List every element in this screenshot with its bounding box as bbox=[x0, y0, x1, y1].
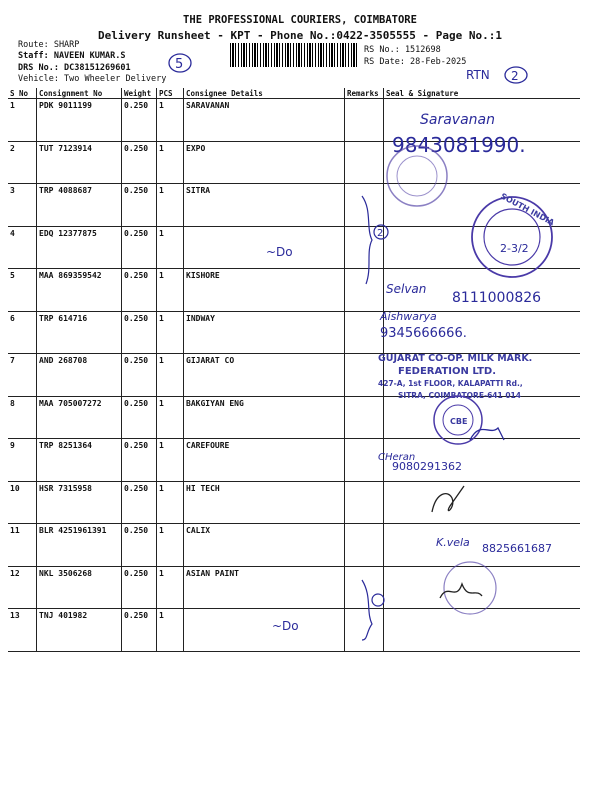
table-row bbox=[8, 141, 580, 184]
col-weight: Weight bbox=[122, 88, 157, 99]
row-consignment-no: TRP 8251364 bbox=[37, 439, 122, 482]
gujarat-stamp-line4: SITRA, COIMBATORE-641 014 bbox=[398, 391, 521, 400]
row-sno: 3 bbox=[8, 184, 37, 227]
row-weight: 0.250 bbox=[122, 481, 157, 524]
row-remarks bbox=[345, 396, 384, 439]
row-pcs: 1 bbox=[157, 396, 184, 439]
row-remarks bbox=[345, 184, 384, 227]
row-seal-signature bbox=[384, 184, 581, 227]
row-consignment-no: AND 268708 bbox=[37, 354, 122, 397]
row-remarks bbox=[345, 226, 384, 269]
row6-phone: 9345666666. bbox=[380, 326, 467, 341]
row-pcs: 1 bbox=[157, 311, 184, 354]
ditto-mark: ~Do bbox=[266, 245, 293, 259]
col-remarks: Remarks bbox=[345, 88, 384, 99]
circle-mark bbox=[505, 67, 527, 83]
table-row bbox=[8, 184, 580, 227]
row-weight: 0.250 bbox=[122, 311, 157, 354]
table-row bbox=[8, 524, 580, 567]
row-weight: 0.250 bbox=[122, 354, 157, 397]
row-consignee: INDWAY bbox=[184, 311, 345, 354]
row-consignment-no: TNJ 401982 bbox=[37, 609, 122, 652]
row-consignee: CALIX bbox=[184, 524, 345, 567]
row-consignee bbox=[184, 226, 345, 269]
row-sno: 2 bbox=[8, 141, 37, 184]
row-pcs: 1 bbox=[157, 524, 184, 567]
row-weight: 0.250 bbox=[122, 99, 157, 142]
row-weight: 0.250 bbox=[122, 269, 157, 312]
gujarat-stamp-line1: GUJARAT CO-OP. MILK MARK. bbox=[378, 353, 533, 364]
row-sno: 13 bbox=[8, 609, 37, 652]
row1-phone: 9843081990. bbox=[392, 133, 526, 157]
row-seal-signature bbox=[384, 566, 581, 609]
row-consignment-no: BLR 4251961391 bbox=[37, 524, 122, 567]
row-remarks bbox=[345, 609, 384, 652]
table-row bbox=[8, 439, 580, 482]
rtn-circled-number: 2 bbox=[511, 69, 519, 83]
row-sno: 4 bbox=[8, 226, 37, 269]
row-seal-signature bbox=[384, 141, 581, 184]
row-consignee: BAKGIYAN ENG bbox=[184, 396, 345, 439]
row-consignment-no: TRP 4088687 bbox=[37, 184, 122, 227]
row-pcs: 1 bbox=[157, 609, 184, 652]
table-row bbox=[8, 609, 580, 652]
row-pcs: 1 bbox=[157, 354, 184, 397]
table-row bbox=[8, 269, 580, 312]
barcode bbox=[230, 43, 358, 67]
row-weight: 0.250 bbox=[122, 396, 157, 439]
drs-number: DRS No.: DC38151269601 bbox=[18, 63, 131, 73]
rs-number: RS No.: 1512698 bbox=[364, 45, 441, 55]
row-consignee: HI TECH bbox=[184, 481, 345, 524]
row-consignment-no: MAA 705007272 bbox=[37, 396, 122, 439]
table-header-row bbox=[8, 88, 580, 99]
table-row bbox=[8, 481, 580, 524]
row-consignment-no: PDK 9011199 bbox=[37, 99, 122, 142]
row-sno: 9 bbox=[8, 439, 37, 482]
table-body bbox=[8, 99, 580, 652]
row-pcs: 1 bbox=[157, 226, 184, 269]
row5-phone: 8111000826 bbox=[452, 290, 542, 306]
row-consignment-no: HSR 7315958 bbox=[37, 481, 122, 524]
row-consignee: GIJARAT CO bbox=[184, 354, 345, 397]
row-weight: 0.250 bbox=[122, 609, 157, 652]
col-consignee: Consignee Details bbox=[184, 88, 345, 99]
row11-signature: K.vela bbox=[436, 536, 470, 549]
document-subtitle: Delivery Runsheet - KPT - Phone No.:0422-3505555 - Page No.:1 bbox=[98, 29, 502, 42]
row-pcs: 1 bbox=[157, 269, 184, 312]
rs-date: RS Date: 28-Feb-2025 bbox=[364, 57, 467, 67]
row-remarks bbox=[345, 481, 384, 524]
circled-five: 5 bbox=[175, 57, 184, 72]
row-consignee: CAREFOURE bbox=[184, 439, 345, 482]
col-consignment: Consignment No bbox=[37, 88, 122, 99]
row-seal-signature bbox=[384, 354, 581, 397]
row-pcs: 1 bbox=[157, 439, 184, 482]
row-seal-signature bbox=[384, 524, 581, 567]
row-weight: 0.250 bbox=[122, 184, 157, 227]
row-consignee: EXPO bbox=[184, 141, 345, 184]
row-remarks bbox=[345, 439, 384, 482]
row-pcs: 1 bbox=[157, 566, 184, 609]
row-seal-signature bbox=[384, 311, 581, 354]
row-consignee bbox=[184, 609, 345, 652]
runsheet-table bbox=[8, 88, 580, 652]
row-seal-signature bbox=[384, 396, 581, 439]
row-consignment-no: MAA 869359542 bbox=[37, 269, 122, 312]
table-row bbox=[8, 226, 580, 269]
gujarat-stamp-line2: FEDERATION LTD. bbox=[398, 366, 496, 377]
row-sno: 8 bbox=[8, 396, 37, 439]
row-pcs: 1 bbox=[157, 184, 184, 227]
row-sno: 1 bbox=[8, 99, 37, 142]
row-pcs: 1 bbox=[157, 481, 184, 524]
row-remarks bbox=[345, 524, 384, 567]
row-seal-signature bbox=[384, 609, 581, 652]
route-label: Route: SHARP bbox=[18, 40, 80, 50]
ditto-mark: ~Do bbox=[272, 619, 299, 633]
row9-signature: CHeran bbox=[378, 452, 416, 463]
row5-signature: Selvan bbox=[386, 282, 427, 296]
gujarat-stamp-line3: 427-A, 1st FLOOR, KALAPATTI Rd., bbox=[378, 379, 523, 388]
row6-signature: Aishwarya bbox=[380, 310, 437, 323]
row-remarks bbox=[345, 141, 384, 184]
row-seal-signature bbox=[384, 269, 581, 312]
row-sno: 11 bbox=[8, 524, 37, 567]
row-consignment-no: NKL 3506268 bbox=[37, 566, 122, 609]
row-consignment-no: TUT 7123914 bbox=[37, 141, 122, 184]
row-consignment-no: TRP 614716 bbox=[37, 311, 122, 354]
row11-phone: 8825661687 bbox=[482, 542, 552, 555]
row-consignee: KISHORE bbox=[184, 269, 345, 312]
circle-mark bbox=[169, 54, 191, 72]
document-title: THE PROFESSIONAL COURIERS, COIMBATORE bbox=[183, 14, 417, 26]
row-remarks bbox=[345, 99, 384, 142]
row-consignment-no: EDQ 12377875 bbox=[37, 226, 122, 269]
stamp-text: SOUTH INDIA bbox=[499, 191, 556, 228]
table-row bbox=[8, 354, 580, 397]
staff-label: Staff: NAVEEN KUMAR.S bbox=[18, 51, 126, 61]
rtn-note: RTN bbox=[466, 68, 490, 82]
col-pcs: PCS bbox=[157, 88, 184, 99]
stamp-date-scribble: 2-3/2 bbox=[500, 242, 529, 255]
row-consignee: SARAVANAN bbox=[184, 99, 345, 142]
row-seal-signature bbox=[384, 226, 581, 269]
row-pcs: 1 bbox=[157, 99, 184, 142]
row-sno: 5 bbox=[8, 269, 37, 312]
row-remarks bbox=[345, 566, 384, 609]
row-remarks bbox=[345, 354, 384, 397]
table-row bbox=[8, 311, 580, 354]
row9-phone: 9080291362 bbox=[392, 460, 462, 473]
row-weight: 0.250 bbox=[122, 141, 157, 184]
row-sno: 10 bbox=[8, 481, 37, 524]
row-seal-signature bbox=[384, 99, 581, 142]
row-seal-signature bbox=[384, 481, 581, 524]
row-consignee: ASIAN PAINT bbox=[184, 566, 345, 609]
table-row bbox=[8, 396, 580, 439]
row-sno: 7 bbox=[8, 354, 37, 397]
circled-two: 2 bbox=[377, 228, 384, 239]
vehicle-label: Vehicle: Two Wheeler Delivery bbox=[18, 74, 167, 84]
row-consignee: SITRA bbox=[184, 184, 345, 227]
row-weight: 0.250 bbox=[122, 566, 157, 609]
row-sno: 6 bbox=[8, 311, 37, 354]
table-row bbox=[8, 99, 580, 142]
row-remarks bbox=[345, 311, 384, 354]
row-weight: 0.250 bbox=[122, 439, 157, 482]
col-seal-signature: Seal & Signature bbox=[384, 88, 581, 99]
row-pcs: 1 bbox=[157, 141, 184, 184]
row-remarks bbox=[345, 269, 384, 312]
row1-signature: Saravanan bbox=[420, 112, 495, 128]
col-sno: S No bbox=[8, 88, 37, 99]
cbe-stamp-text: CBE bbox=[450, 417, 468, 426]
row-seal-signature bbox=[384, 439, 581, 482]
row-sno: 12 bbox=[8, 566, 37, 609]
row-weight: 0.250 bbox=[122, 524, 157, 567]
row-weight: 0.250 bbox=[122, 226, 157, 269]
table-row bbox=[8, 566, 580, 609]
